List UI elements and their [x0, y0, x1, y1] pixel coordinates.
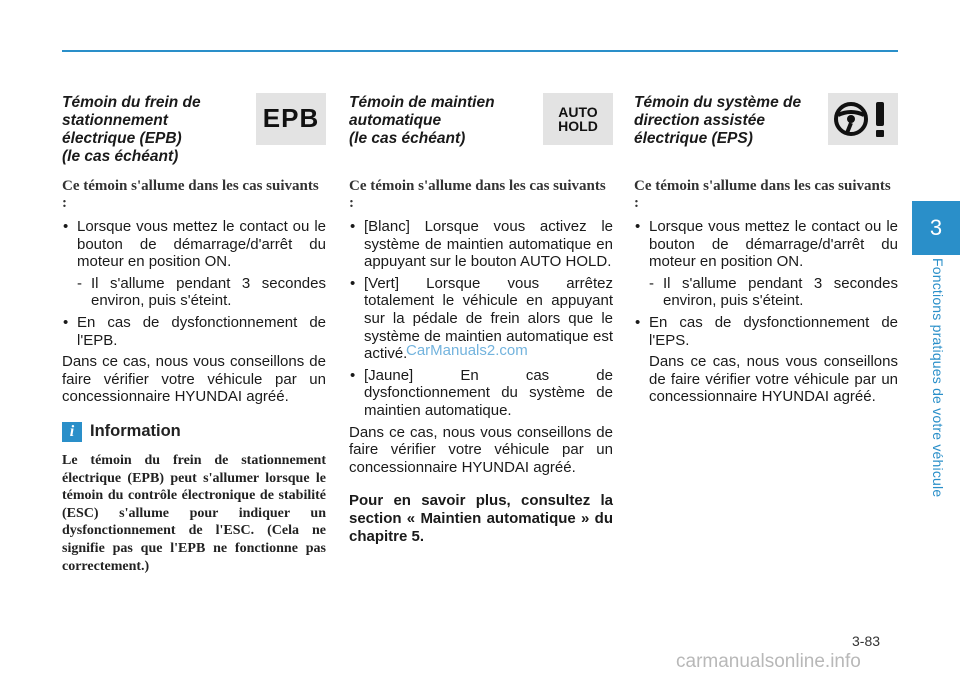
section-heading: Témoin de maintien automatique (le cas échéant): [349, 94, 495, 147]
chapter-title: Fonctions pratiques de votre véhicule: [930, 258, 946, 498]
sub-item: - Il s'allume pendant 3 secondes environ, puis s'éteint.: [634, 275, 898, 310]
info-header: [62, 422, 326, 442]
sub-item: - Il s'allume pendant 3 secondes environ, puis s'éteint.: [62, 275, 326, 310]
list-item: • En cas de dysfonctionnement de l'EPS.: [634, 314, 898, 349]
bullet-list: [62, 218, 326, 271]
watermark-footer: carmanualsonline.info: [676, 651, 861, 672]
bullet-list: [634, 218, 898, 271]
bullet-list: [634, 314, 898, 349]
chapter-tab: [912, 201, 960, 255]
bullet-list: [349, 218, 613, 420]
paragraph: Dans ce cas, nous vous conseillons de faire vérifier votre véhicule par un concessionnaire HYUNDAI agréé.: [349, 423, 613, 476]
list-item: • [Vert] Lorsque vous arrêtez totalement le véhicule en appuyant sur la pédale de frein alors que le système de maintien automatique est activé.: [349, 275, 613, 363]
section-heading: Témoin du frein de stationnement électrique (EPB) (le cas échéant): [62, 94, 201, 165]
lead-text: Ce témoin s'allume dans les cas suivants :: [349, 178, 606, 211]
section-heading: Témoin du système de direction assistée électrique (EPS): [634, 94, 802, 147]
chapter-number: 3: [929, 215, 943, 240]
list-item: • [Blanc] Lorsque vous activez le système de maintien automatique en appuyant sur le bouton AUTO HOLD.: [349, 218, 613, 271]
epb-icon-label: EPB: [262, 103, 320, 134]
watermark-overlay: CarManuals2.com: [406, 342, 528, 359]
page-number: 3-83: [852, 633, 881, 649]
section-eps: [634, 94, 898, 410]
bullet-list: [62, 314, 326, 349]
info-icon: i: [62, 422, 82, 442]
list-item: • En cas de dysfonctionnement de l'EPB.: [62, 314, 326, 349]
section-epb: [62, 94, 326, 575]
list-item: • Lorsque vous mettez le contact ou le bouton de démarrage/d'arrêt du moteur en position ON.: [62, 218, 326, 271]
reference-note: Pour en savoir plus, consultez la section « Maintien automatique » du chapitre 5.: [349, 492, 613, 545]
epb-warning-icon: [256, 93, 326, 145]
lead-text: Ce témoin s'allume dans les cas suivants :: [634, 178, 891, 211]
info-title: Information: [90, 422, 181, 441]
list-item: • [Jaune] En cas de dysfonctionnement du système de maintien automatique.: [349, 367, 613, 420]
list-item: • Lorsque vous mettez le contact ou le bouton de démarrage/d'arrêt du moteur en position ON.: [634, 218, 898, 271]
info-body: Le témoin du frein de stationnement électrique (EPB) peut s'allumer lorsque le témoin du contrôle électronique de stabilité (ESC) s'allume pour indiquer un dysfonctionnement de l'ESC. (Cela ne signifie pas que l'EPB ne fonctionne pas correctement.): [62, 452, 326, 574]
auto-hold-label-line1: AUTO: [558, 104, 598, 120]
lead-text: Ce témoin s'allume dans les cas suivants :: [62, 178, 319, 211]
auto-hold-icon: [543, 93, 613, 145]
section-auto-hold: [349, 94, 613, 545]
steering-wheel-exclamation-icon: [831, 97, 895, 141]
header-rule: [62, 50, 898, 52]
paragraph: Dans ce cas, nous vous conseillons de faire vérifier votre véhicule par un concessionnaire HYUNDAI agréé.: [62, 353, 326, 406]
steering-warning-icon: [828, 93, 898, 145]
paragraph: Dans ce cas, nous vous conseillons de faire vérifier votre véhicule par un concessionnaire HYUNDAI agréé.: [649, 353, 898, 406]
auto-hold-label-line2: HOLD: [558, 118, 598, 134]
